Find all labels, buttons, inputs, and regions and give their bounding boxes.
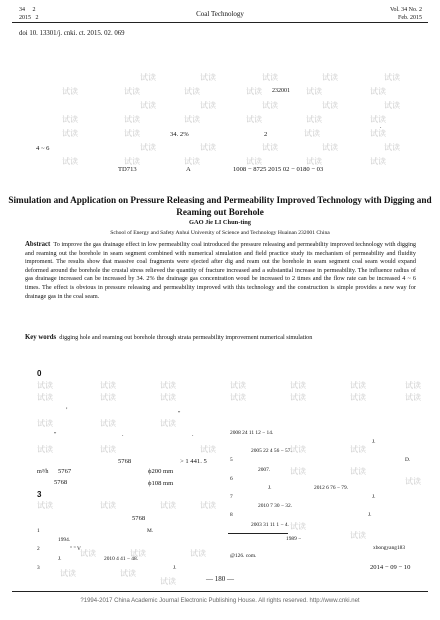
watermark-tile-icon: 试读 [322, 73, 338, 82]
watermark-tile-icon: 试读 [405, 393, 421, 402]
header-issue-short: 2 [35, 15, 39, 21]
watermark-tile-icon: 试读 [140, 101, 156, 110]
ref-left: 1 [37, 528, 40, 534]
cn-rate: 34. 2% [170, 131, 189, 138]
cn-period-mark: . [380, 124, 382, 130]
value-5767: 5767 [58, 468, 72, 475]
unit-flow: m³/h [37, 468, 49, 475]
watermark-tile-icon: 试读 [350, 531, 366, 540]
section-heading-3: 3 [37, 490, 42, 499]
header-date: Feb. 2015 [398, 15, 422, 21]
watermark-tile-icon: 试读 [322, 143, 338, 152]
body-mark: . [122, 432, 124, 438]
received-date: 2014 − 09 − 10 [370, 564, 411, 571]
header-rule [12, 22, 428, 23]
ref-left: " " V [70, 546, 81, 552]
publisher-footer: ?1994-2017 China Academic Journal Electronic Publishing House. All rights reserved. http://www.cnki.net [80, 598, 360, 604]
watermark-tile-icon: 试读 [120, 569, 136, 578]
watermark-tile-icon: 试读 [306, 157, 322, 166]
watermark-tile-icon: 试读 [370, 87, 386, 96]
watermark-tile-icon: 试读 [246, 157, 262, 166]
ref-left: 2 [37, 546, 40, 552]
watermark-tile-icon: 试读 [384, 73, 400, 82]
section-heading-0: 0 [37, 369, 42, 378]
journal-name: Coal Technology [196, 10, 244, 18]
diameter-108 [148, 480, 173, 487]
diameter-200-value: ϕ200 [148, 468, 162, 475]
abstract [25, 241, 416, 301]
ref-right: 2008 24 11 12 − 14. [230, 430, 274, 436]
watermark-tile-icon: 试读 [370, 157, 386, 166]
diameter-108-value: ϕ108 [148, 480, 162, 487]
cn-postal-code: 232001 [272, 88, 290, 94]
keywords [25, 334, 416, 343]
watermark-tile-icon: 试读 [350, 445, 366, 454]
watermark-tile-icon: 试读 [100, 393, 116, 402]
watermark-tile-icon: 试读 [130, 549, 146, 558]
watermark-tile-icon: 试读 [160, 381, 176, 390]
header-year: 2015 [19, 15, 31, 21]
watermark-tile-icon: 试读 [37, 445, 53, 454]
body-mark: . [192, 432, 194, 438]
watermark-tile-icon: 试读 [246, 87, 262, 96]
watermark-tile-icon: 试读 [80, 549, 96, 558]
article-number: 1008 − 8725 2015 02 − 0180 − 03 [233, 166, 324, 173]
footnote-rule [228, 533, 288, 534]
watermark-tile-icon: 试读 [405, 477, 421, 486]
body-mark: , [66, 404, 68, 410]
ref-right: J. [268, 485, 272, 491]
value-flow: > 1 441. 5 [180, 458, 207, 465]
watermark-tile-icon: 试读 [160, 501, 176, 510]
watermark-tile-icon: 试读 [190, 549, 206, 558]
ref-left: 1994. [58, 537, 71, 543]
watermark-tile-icon: 试读 [200, 143, 216, 152]
ref-left: M. [147, 528, 154, 534]
keywords-label: Key words [25, 334, 57, 341]
watermark-tile-icon: 试读 [262, 101, 278, 110]
value-5768-b: 5768 [54, 479, 68, 486]
authors: GAO Jie LI Chun-ting [189, 219, 251, 226]
watermark-tile-icon: 试读 [160, 577, 176, 586]
watermark-tile-icon: 试读 [290, 522, 306, 531]
watermark-tile-icon: 试读 [124, 87, 140, 96]
watermark-tile-icon: 试读 [262, 73, 278, 82]
watermark-tile-icon: 试读 [140, 73, 156, 82]
clc-number: TD713 [118, 166, 137, 173]
watermark-tile-icon: 试读 [322, 101, 338, 110]
watermark-tile-icon: 试读 [37, 501, 53, 510]
ref-left: 2010 4 41 − 48. [104, 556, 139, 562]
diameter-200 [148, 468, 173, 475]
ref-right: J. [372, 439, 376, 445]
watermark-tile-icon: 试读 [350, 381, 366, 390]
affiliation: School of Energy and Safety Anhui University of Science and Technology Huainan 232001 China [110, 230, 330, 236]
watermark-tile-icon: 试读 [37, 393, 53, 402]
body-mark: " [54, 432, 57, 438]
header-issue: 2 [32, 7, 36, 13]
document-code: A [186, 166, 191, 173]
watermark-tile-icon: 试读 [350, 467, 366, 476]
header-volume-label: Vol. 34 No. 2 [389, 7, 422, 13]
watermark-tile-icon: 试读 [124, 157, 140, 166]
watermark-tile-icon: 试读 [100, 445, 116, 454]
ref-left: 3 [37, 565, 40, 571]
watermark-tile-icon: 试读 [200, 73, 216, 82]
header-volume: 34 [19, 7, 25, 13]
keywords-text: digging hole and reaming out borehole through strata permeability improvement numerical simulation [59, 334, 313, 341]
ref-right: 2010 7 30 − 32. [258, 503, 293, 509]
watermark-tile-icon: 试读 [384, 101, 400, 110]
cn-range: 4 ~ 6 [36, 145, 50, 152]
doi: doi 10. 13301/j. cnki. ct. 2015. 02. 069 [19, 30, 125, 37]
ref-right: 6 [230, 476, 233, 482]
watermark-tile-icon: 试读 [290, 381, 306, 390]
watermark-tile-icon: 试读 [290, 467, 306, 476]
watermark-tile-icon: 试读 [184, 157, 200, 166]
ref-right: 2005 22 4 56 − 57. [251, 448, 292, 454]
ref-right: J. [368, 512, 372, 518]
watermark-tile-icon: 试读 [200, 501, 216, 510]
watermark-tile-icon: 试读 [62, 87, 78, 96]
watermark-tile-icon: 试读 [62, 115, 78, 124]
watermark-tile-icon: 试读 [200, 101, 216, 110]
ref-right: 2012 6 76 − 79. [314, 485, 349, 491]
watermark-tile-icon: 试读 [304, 129, 320, 138]
watermark-tile-icon: 试读 [160, 419, 176, 428]
watermark-tile-icon: 试读 [370, 129, 386, 138]
watermark-tile-icon: 试读 [60, 569, 76, 578]
ref-right: 7 [230, 494, 233, 500]
ref-right: D. [405, 457, 411, 463]
abstract-text: To improve the gas drainage effect in low permeability coal introduced the pressure releasing and permeability improved technology with digging and reaming out the borehole in seam segment combined with numerical simulation and field practice study its mechanism of permeability and fluidity improment. The results show that massive coal fragments were ejected after dig and ream out the borehole in seam segment coal seam would expand deformed around the borehole the crustal stress relieved the quantity of fracture increased and a substantial increase in permeability. The influence radius of gas drainage increased can be increased by 34. 2% the drainage gas concentration woud be increased to 2 times and the flow rate can be increased 4 ~ 6 times. The effect is obvious in pressure releasing and permeability improved with this technology and the construction is simple provides a new way for drainage gas in the coal seam. [25, 241, 417, 300]
running-header-right [390, 6, 422, 22]
diameter-200-unit: mm [163, 468, 174, 475]
page-number: — 180 — [206, 575, 234, 583]
ref-right: 5 [230, 457, 233, 463]
ref-right: 2003 31 11 1 − 4. [251, 522, 289, 528]
watermark-tile-icon: 试读 [384, 143, 400, 152]
cn-factor: 2 [264, 131, 268, 138]
watermark-tile-icon: 试读 [37, 419, 53, 428]
ref-left: J. [58, 556, 62, 562]
ref-right: J. [372, 494, 376, 500]
paper-title: Simulation and Application on Pressure Releasing and Permeability Improved Technology with Digging and Reaming out Borehole [8, 195, 432, 217]
footer-rule [12, 591, 428, 592]
ref-left: J. [173, 565, 177, 571]
watermark-tile-icon: 试读 [405, 381, 421, 390]
watermark-tile-icon: 试读 [230, 381, 246, 390]
watermark-tile-icon: 试读 [246, 115, 262, 124]
value-5768-c: 5768 [132, 515, 146, 522]
watermark-tile-icon: 试读 [200, 445, 216, 454]
value-5768-a: 5768 [118, 458, 132, 465]
watermark-tile-icon: 试读 [184, 115, 200, 124]
diameter-108-unit: mm [163, 480, 174, 487]
watermark-tile-icon: 试读 [306, 115, 322, 124]
watermark-tile-icon: 试读 [230, 393, 246, 402]
watermark-tile-icon: 试读 [262, 143, 278, 152]
watermark-tile-icon: 试读 [37, 381, 53, 390]
watermark-tile-icon: 试读 [370, 115, 386, 124]
ref-right: 2007. [258, 467, 271, 473]
watermark-tile-icon: 试读 [124, 129, 140, 138]
watermark-tile-icon: 试读 [290, 393, 306, 402]
watermark-tile-icon: 试读 [62, 129, 78, 138]
watermark-tile-icon: 试读 [160, 393, 176, 402]
ref-right: 8 [230, 512, 233, 518]
watermark-tile-icon: 试读 [350, 393, 366, 402]
watermark-tile-icon: 试读 [290, 445, 306, 454]
abstract-label: Abstract [25, 241, 51, 248]
body-mark: " [178, 411, 181, 417]
watermark-tile-icon: 试读 [184, 87, 200, 96]
author-birth-year: 1989 − [286, 536, 302, 542]
watermark-tile-icon: 试读 [124, 115, 140, 124]
watermark-tile-icon: 试读 [100, 381, 116, 390]
watermark-tile-icon: 试读 [100, 419, 116, 428]
watermark-tile-icon: 试读 [62, 157, 78, 166]
author-email-domain: @126. com. [230, 553, 257, 559]
author-email-user: xbongyang183 [373, 545, 406, 551]
watermark-tile-icon: 试读 [306, 87, 322, 96]
watermark-tile-icon: 试读 [100, 501, 116, 510]
watermark-tile-icon: 试读 [140, 143, 156, 152]
